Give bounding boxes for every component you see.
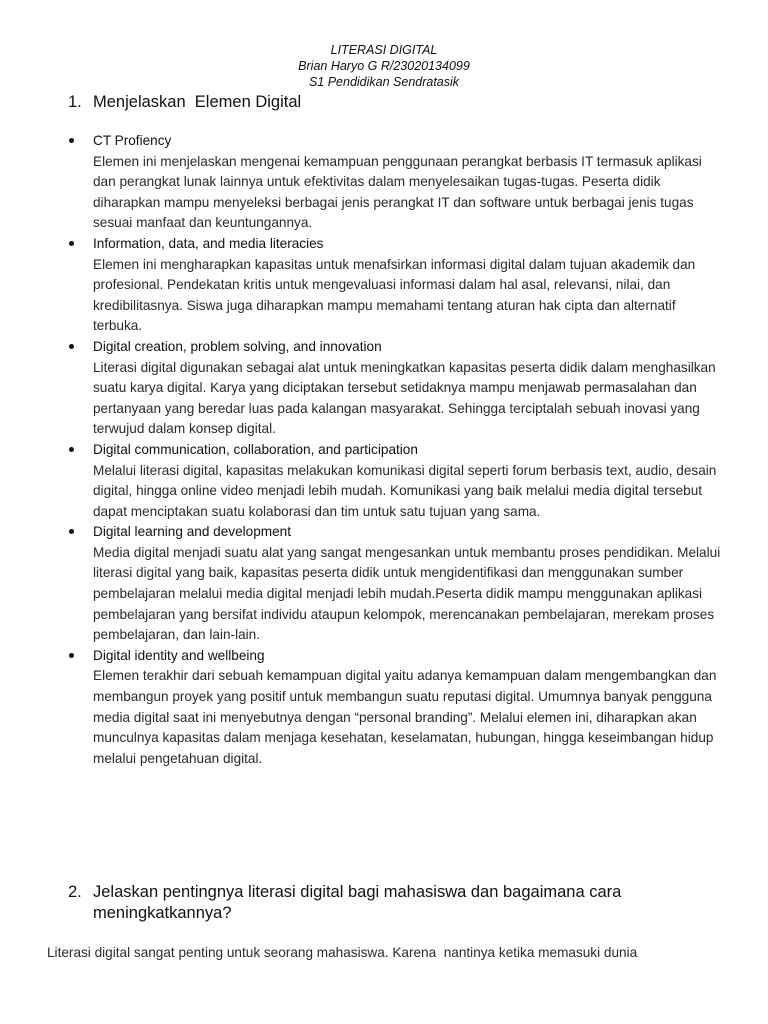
document-title: LITERASI DIGITAL — [330, 43, 438, 57]
list-item-title: Digital learning and development — [93, 524, 291, 540]
program-line: S1 Pendidikan Sendratasik — [308, 75, 460, 89]
list-item-title: CT Profiency — [93, 133, 172, 148]
bullet-icon — [69, 529, 74, 534]
bullet-icon — [69, 241, 74, 246]
list-item-body: Media digital menjadi suatu alat yang sangat mengesankan untuk membantu proses pendidikan. Melalui literasi digital yang baik, kapasitas peserta didik untuk mengidentifikasi dan menggunakan sumber pembelajaran melalui media digital menjadi lebih mudah.Peserta didik mampu menggunakan aplikasi pembelajaran yang bersifat individu ataupun kelompok, merencanakan pembelajaran, merekam proses pembelajaran, dan lain-lain. — [93, 544, 721, 643]
list-item-title: Digital communication, collaboration, and participation — [93, 441, 418, 457]
list-item-title: Digital identity and wellbeing — [93, 647, 265, 663]
list-item-body: Elemen terakhir dari sebuah kemampuan digital yaitu adanya kemampuan dalam mengembangkan dan membangun proyek yang positif untuk membangun suatu reputasi digital. Umumnya banyak pengguna media digital saat ini menyebutnya dengan “personal branding”. Melalui elemen ini, diharapkan akan munculnya kapasitas dalam menjaga kesehatan, keselamatan, hubungan, hingga keseimbangan hidup melalui pengetahuan digital. — [93, 668, 717, 766]
list-item-body: Elemen ini mengharapkan kapasitas untuk menafsirkan informasi digital dalam tujuan akademik dan profesional. Pendekatan kritis untuk mengevaluasi informasi dalam hal asal, relevansi, nilai, dan kredibilitasnya. Siswa juga diharapkan mampu memahami tentang aturan hak cipta dan alternatif terbuka. — [93, 256, 696, 334]
list-item — [93, 234, 723, 337]
digital-elements-list — [93, 131, 723, 769]
list-item — [93, 522, 723, 646]
section-2-heading-text: Jelaskan pentingnya literasi digital bagi mahasiswa dan bagaimana cara meningkatkannya? — [93, 883, 622, 922]
list-item-body: Elemen ini menjelaskan mengenai kemampuan penggunaan perangkat berbasis IT termasuk aplikasi dan perangkat lunak lainnya untuk efektivitas dalam menyelesaikan tugas-tugas. Peserta didik diharapkan mampu menyeleksi berbagai jenis perangkat IT dan software untuk berbagai jenis tugas sesuai manfaat dan keuntungannya. — [93, 153, 702, 231]
list-item — [93, 131, 723, 234]
document-header — [0, 42, 768, 90]
list-item — [93, 646, 723, 770]
list-item-title: Digital creation, problem solving, and innovation — [93, 338, 382, 354]
section-2-paragraph: Literasi digital sangat penting untuk seorang mahasiswa. Karena nantinya ketika memasuki dunia — [47, 945, 638, 960]
list-item — [93, 440, 723, 522]
list-item-body: Melalui literasi digital, kapasitas melakukan komunikasi digital seperti forum berbasis text, audio, desain digital, hingga online video menjadi lebih mudah. Komunikasi yang baik melalui media digital tersebut dapat menciptakan suatu kolaborasi dan tim untuk satu tujuan yang sama. — [93, 462, 717, 519]
bullet-icon — [69, 447, 74, 452]
section-1-number: 1. — [68, 93, 82, 111]
list-item-body: Literasi digital digunakan sebagai alat untuk meningkatkan kapasitas peserta didik dalam menghasilkan suatu karya digital. Karya yang diciptakan tersebut setidaknya mampu menjawab permasalahan dan pertanyaan yang beredar luas pada kalangan masyarakat. Sehingga terciptalah sebuah inovasi yang terwujud dalam konsep digital. — [93, 359, 716, 437]
author-line: Brian Haryo G R/23020134099 — [298, 59, 470, 73]
bullet-icon — [69, 653, 74, 658]
list-item — [93, 337, 723, 440]
bullet-icon — [69, 344, 74, 349]
section-2-number: 2. — [68, 883, 82, 901]
section-1-heading — [68, 92, 628, 113]
section-1-heading-text: Menjelaskan Elemen Digital — [93, 93, 302, 111]
section-2-heading — [68, 882, 708, 924]
list-item-title: Information, data, and media literacies — [93, 235, 324, 251]
bullet-icon — [69, 138, 74, 143]
